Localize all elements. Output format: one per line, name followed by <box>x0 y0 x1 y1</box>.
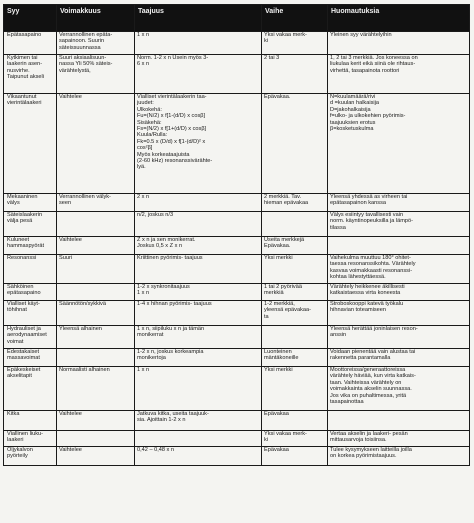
cell-syy <box>4 349 57 367</box>
cell-syy <box>4 431 57 447</box>
cell-line: Edestakaiset <box>7 349 40 355</box>
cell-line: β=kosketuskulma <box>330 126 374 133</box>
table-header-row <box>4 5 470 32</box>
cell-line: massavoimat <box>7 355 40 362</box>
cell-line: hieman epävakaa <box>264 200 309 207</box>
cell-voimakkuus <box>57 447 135 466</box>
cell-huomautuksia <box>328 367 470 411</box>
table-row <box>4 367 470 411</box>
cell-line: Hydrauliset ja <box>7 326 41 332</box>
cell-line: Yleensä herättää joninlaisen reson- <box>330 326 418 332</box>
cell-vaihe <box>262 212 328 237</box>
header-vaihe: Vaihe <box>262 5 328 32</box>
cell-line: 1, 2 tai 3 merkkiä. Jos koneessa on <box>330 55 418 61</box>
cell-line: Joskus 0,5 x Z x n <box>137 243 183 250</box>
cell-vaihe <box>262 326 328 349</box>
cell-line: laakeri <box>7 437 24 444</box>
header-voimakkuus: Voimakkuus <box>57 5 135 32</box>
cell-vaihe <box>262 367 328 411</box>
cell-line: Verrannollinen välyk- <box>59 194 111 200</box>
table-row <box>4 212 470 237</box>
header-syy: Syy <box>4 5 57 32</box>
cell-syy <box>4 326 57 349</box>
cell-line: Verrannollinen epäta- <box>59 32 113 38</box>
cell-line: Vialliset käyt- <box>7 301 40 307</box>
cell-line: välys <box>7 200 20 207</box>
cell-line: Norm. 1-2 x n Usein myös 3- <box>137 55 209 61</box>
cell-line: yleensä epävakaa- <box>264 307 311 314</box>
cell-taajuus <box>135 55 262 94</box>
header-huomautuksia: Huomautuksia <box>328 5 470 32</box>
cell-line: Vaihtelee <box>59 237 82 243</box>
cell-line: Jatkuva kitka, useita taajuuk- <box>137 411 209 417</box>
cell-syy <box>4 367 57 411</box>
cell-vaihe <box>262 411 328 431</box>
cell-vaihe <box>262 55 328 94</box>
cell-line: tilassa <box>330 224 346 231</box>
cell-voimakkuus <box>57 284 135 301</box>
cell-line: 1 x n <box>137 32 150 38</box>
cell-line: pyörteily <box>7 453 28 460</box>
cell-line: Sähköinen <box>7 284 34 290</box>
cell-line: cos²β] <box>137 145 153 152</box>
cell-vaihe <box>262 255 328 284</box>
vibration-fault-table <box>3 4 470 466</box>
cell-syy <box>4 284 57 301</box>
cell-line: Viallinen liuku- <box>7 431 43 437</box>
cell-line: 1 x n <box>137 367 150 373</box>
cell-line: Vikaantunut <box>7 94 37 100</box>
table-row <box>4 284 470 301</box>
header-taajuus: Taajuus <box>135 5 262 32</box>
table-row <box>4 447 470 466</box>
table-row <box>4 237 470 255</box>
cell-line: Myös korkeataajuista <box>137 151 190 158</box>
cell-voimakkuus <box>57 32 135 55</box>
cell-line: Yleensä alhainen <box>59 326 102 332</box>
cell-line: seen <box>59 200 72 207</box>
cell-line: aerodynaamiset <box>7 332 47 339</box>
cell-line: lyä. <box>137 164 146 171</box>
cell-vaihe <box>262 32 328 55</box>
cell-line: mäntäkoneille <box>264 355 299 362</box>
cell-voimakkuus <box>57 237 135 255</box>
cell-line: hammaspyörät <box>7 243 44 250</box>
cell-line: Fu=(N/2) x f[1-(d/D) x cosβ] <box>137 113 206 120</box>
table-row <box>4 349 470 367</box>
cell-line: Resonanssi <box>7 255 37 261</box>
table-row <box>4 431 470 447</box>
cell-taajuus <box>135 411 262 431</box>
cell-line: 0,42 – 0,48 x n <box>137 447 175 453</box>
cell-huomautuksia <box>328 411 470 431</box>
cell-taajuus <box>135 255 262 284</box>
vibration-fault-table-sheet <box>3 4 469 518</box>
table-row <box>4 94 470 194</box>
cell-taajuus <box>135 349 262 367</box>
cell-vaihe <box>262 301 328 326</box>
cell-line: Fk=0.5 x (D/d) x f[1-(d/D)² x <box>137 138 206 145</box>
cell-line: 2 tai 3 <box>264 55 280 61</box>
cell-line: sapainoon. Suurin <box>59 38 105 45</box>
cell-voimakkuus <box>57 326 135 349</box>
cell-taajuus <box>135 326 262 349</box>
cell-taajuus <box>135 194 262 212</box>
cell-line: rakennetta parantamalla <box>330 355 391 362</box>
cell-line: Moottoreissa/generaattoreissa <box>330 367 406 373</box>
cell-line: kasvaa voimakkaasti resonanssi- <box>330 267 413 274</box>
cell-line: nusvirhe. <box>7 67 30 74</box>
cell-line: Kytkimen tai <box>7 55 38 61</box>
cell-line: on korkea pyörimistaajuus. <box>330 453 397 460</box>
cell-line: Normaalisti alhainen <box>59 367 110 373</box>
cell-line: Vaihtelee <box>59 94 82 100</box>
cell-huomautuksia <box>328 326 470 349</box>
cell-line: taan. Vaihteissa värähtely on <box>330 379 402 386</box>
cell-line: 1-2 x n, joskus korkeampia <box>137 349 204 355</box>
cell-line: Yksi vakaa merk- <box>264 431 307 437</box>
cell-line: nassa Yli 50% säteis- <box>59 61 113 68</box>
cell-vaihe <box>262 431 328 447</box>
cell-line: Epävakaa <box>264 447 289 453</box>
cell-line: Yksi vakaa merk- <box>264 32 307 38</box>
cell-line: Vaihekulma muuttuu 180° ohitet- <box>330 255 411 261</box>
cell-vaihe <box>262 94 328 194</box>
cell-huomautuksia <box>328 32 470 55</box>
cell-line: Stroboskooppi katevä työkalu <box>330 301 404 307</box>
cell-line: Epävakaa <box>264 411 289 417</box>
cell-syy <box>4 411 57 431</box>
cell-syy <box>4 255 57 284</box>
cell-voimakkuus <box>57 194 135 212</box>
cell-line: vierintälaakeri <box>7 100 42 107</box>
cell-vaihe <box>262 447 328 466</box>
cell-line: 1 x n <box>137 290 150 297</box>
cell-line: epätasapaino <box>7 290 41 297</box>
cell-vaihe <box>262 284 328 301</box>
cell-line: liukulaa kerit eikä siinä ole rihtaus- <box>330 61 416 68</box>
cell-line: Yleinen syy värähtelyihin <box>330 32 392 38</box>
cell-syy <box>4 55 57 94</box>
cell-line: anssin <box>330 332 347 339</box>
cell-line: akselitapit <box>7 373 32 380</box>
cell-huomautuksia <box>328 349 470 367</box>
cell-line: Epävakaa. <box>264 243 291 250</box>
cell-huomautuksia <box>328 55 470 94</box>
table-row <box>4 255 470 284</box>
cell-line: virhettä, tasapainota roottori <box>330 67 400 74</box>
cell-line: merkkiä <box>264 290 284 297</box>
cell-huomautuksia <box>328 237 470 255</box>
cell-line: D=jakohalkaisija <box>330 106 371 113</box>
table-row <box>4 326 470 349</box>
cell-line: juudet: <box>137 100 154 107</box>
cell-line: monikerrat <box>137 332 164 339</box>
cell-line: Vialliset vierintälaakerin taa- <box>137 94 207 100</box>
table-row <box>4 55 470 94</box>
cell-line: n/2, joskus n/3 <box>137 212 174 218</box>
cell-line: taessa resonanssikohta. Värähtely <box>330 261 416 268</box>
cell-line: Useita merkkejä <box>264 237 305 243</box>
cell-line: Vaihtelee <box>59 447 82 453</box>
table-row <box>4 32 470 55</box>
cell-syy <box>4 194 57 212</box>
cell-line: voimat <box>7 338 24 345</box>
cell-taajuus <box>135 32 262 55</box>
cell-line: Ulkokehä: <box>137 106 162 113</box>
cell-taajuus <box>135 284 262 301</box>
cell-voimakkuus <box>57 55 135 94</box>
cell-line: ki <box>264 437 269 444</box>
cell-line: katkaistaessa virta koneesta <box>330 290 401 297</box>
cell-line: N=kuulamäärä/rivi <box>330 94 376 100</box>
cell-voimakkuus <box>57 367 135 411</box>
cell-line: ki <box>264 38 269 45</box>
cell-line: Säteislaakerin <box>7 212 43 218</box>
cell-voimakkuus <box>57 94 135 194</box>
cell-line: 1-4 x hihnan pyörimis- taajuus <box>137 301 212 307</box>
cell-line: Öljykalvon <box>7 447 33 453</box>
cell-line: Yksi merkki <box>264 255 293 261</box>
cell-line: (2-60 kHz) resonanssivärähte- <box>137 158 213 165</box>
cell-line: voimakkainta akselin suunnassa. <box>330 386 412 393</box>
cell-taajuus <box>135 237 262 255</box>
cell-voimakkuus <box>57 301 135 326</box>
cell-line: 2 merkkiä. Tav. <box>264 194 302 200</box>
cell-line: Yksi merkki <box>264 367 293 373</box>
cell-line: Suuri <box>59 255 73 261</box>
cell-line: tasapainottaa <box>330 399 364 406</box>
cell-syy <box>4 301 57 326</box>
cell-voimakkuus <box>57 255 135 284</box>
cell-taajuus <box>135 431 262 447</box>
cell-line: Epäkeskeiset <box>7 367 41 373</box>
cell-line: monikertoja <box>137 355 166 362</box>
cell-huomautuksia <box>328 255 470 284</box>
cell-line: norm. käyntinopeuksilla ja lämpö- <box>330 218 414 225</box>
cell-syy <box>4 94 57 194</box>
cell-line: Säännötön/sykkivä <box>59 301 106 307</box>
cell-line: mittausarvoja toisiinsa. <box>330 437 387 444</box>
cell-huomautuksia <box>328 94 470 194</box>
cell-line: Fs=(N/2) x f[1+(d/D) x cosβ] <box>137 126 207 133</box>
cell-taajuus <box>135 301 262 326</box>
cell-line: laakerin asen- <box>7 61 43 68</box>
cell-line: värähtely häviää, kun virta katkais- <box>330 373 416 380</box>
cell-line: Mekaaninen <box>7 194 38 200</box>
cell-taajuus <box>135 367 262 411</box>
cell-syy <box>4 32 57 55</box>
cell-huomautuksia <box>328 447 470 466</box>
cell-line: Kuluneet <box>7 237 30 243</box>
cell-line: taajuuksien erotus <box>330 119 376 126</box>
cell-line: Kriittinen pyörimis- taajuus <box>137 255 203 261</box>
cell-line: Z x n ja sen monikerrat. <box>137 237 196 243</box>
cell-syy <box>4 237 57 255</box>
cell-line: Värähtely heikkenee äkillisesti <box>330 284 405 290</box>
cell-huomautuksia <box>328 301 470 326</box>
cell-line: värähtelystä, <box>59 67 91 74</box>
cell-voimakkuus <box>57 212 135 237</box>
table-row <box>4 194 470 212</box>
cell-line: Välys esiintyy tavallisesti vain <box>330 212 404 218</box>
cell-line: Voidaan pienentää vain alustaa tai <box>330 349 416 355</box>
cell-line: 2 x n <box>137 194 150 200</box>
cell-huomautuksia <box>328 284 470 301</box>
cell-line: d =kuulan halkaisija <box>330 100 379 107</box>
cell-line: töhihnat <box>7 307 27 314</box>
cell-line: 1 tai 2 pyörivää <box>264 284 302 290</box>
cell-syy <box>4 212 57 237</box>
cell-taajuus <box>135 94 262 194</box>
cell-line: välja pesä <box>7 218 33 225</box>
cell-line: Kitka <box>7 411 20 417</box>
cell-line: Kuula/Rulla: <box>137 132 168 139</box>
cell-line: säteissuunnassa <box>59 44 101 51</box>
cell-voimakkuus <box>57 431 135 447</box>
table-row <box>4 301 470 326</box>
cell-line: kohtaa lähestyttäessä. <box>330 274 386 281</box>
cell-line: 1 x n, siipiluku x n ja tämän <box>137 326 205 332</box>
cell-line: sia. Ajoittain 1-2 x n <box>137 417 186 424</box>
cell-syy <box>4 447 57 466</box>
cell-line: Taipunut akseli <box>7 74 45 81</box>
cell-vaihe <box>262 194 328 212</box>
table-row <box>4 411 470 431</box>
cell-line: 6 x n <box>137 61 150 68</box>
cell-line: f=ulko- ja ulkokehien pyörimis- <box>330 113 406 120</box>
cell-line: Tulee kysymykseen laitteilla joilla <box>330 447 412 453</box>
cell-line: Vertaa akselin ja laakeri- pesän <box>330 431 408 437</box>
cell-taajuus <box>135 447 262 466</box>
cell-line: ta <box>264 313 269 320</box>
cell-huomautuksia <box>328 212 470 237</box>
cell-line: Epävakaa. <box>264 94 291 100</box>
cell-line: Yleensä yhdessä as virheen tai <box>330 194 408 200</box>
table-body <box>4 32 470 466</box>
cell-line: Suuri aksiaalisuun- <box>59 55 107 61</box>
cell-line: Vaihtelee <box>59 411 82 417</box>
cell-voimakkuus <box>57 411 135 431</box>
cell-line: Jos vika on puhaltimessa, yritä <box>330 392 407 399</box>
cell-huomautuksia <box>328 194 470 212</box>
cell-voimakkuus <box>57 349 135 367</box>
cell-line: Luonteinen <box>264 349 292 355</box>
cell-line: 1-2 merkkiä, <box>264 301 295 307</box>
cell-line: 1-2 x synkronitaajuus <box>137 284 190 290</box>
cell-line: hihnavian toteamiseen <box>330 307 386 314</box>
cell-huomautuksia <box>328 431 470 447</box>
cell-vaihe <box>262 349 328 367</box>
cell-line: Epätasapaino <box>7 32 42 38</box>
cell-line: Sisäkehä: <box>137 119 162 126</box>
cell-line: epätasapainon kanssa <box>330 200 386 207</box>
cell-vaihe <box>262 237 328 255</box>
cell-taajuus <box>135 212 262 237</box>
